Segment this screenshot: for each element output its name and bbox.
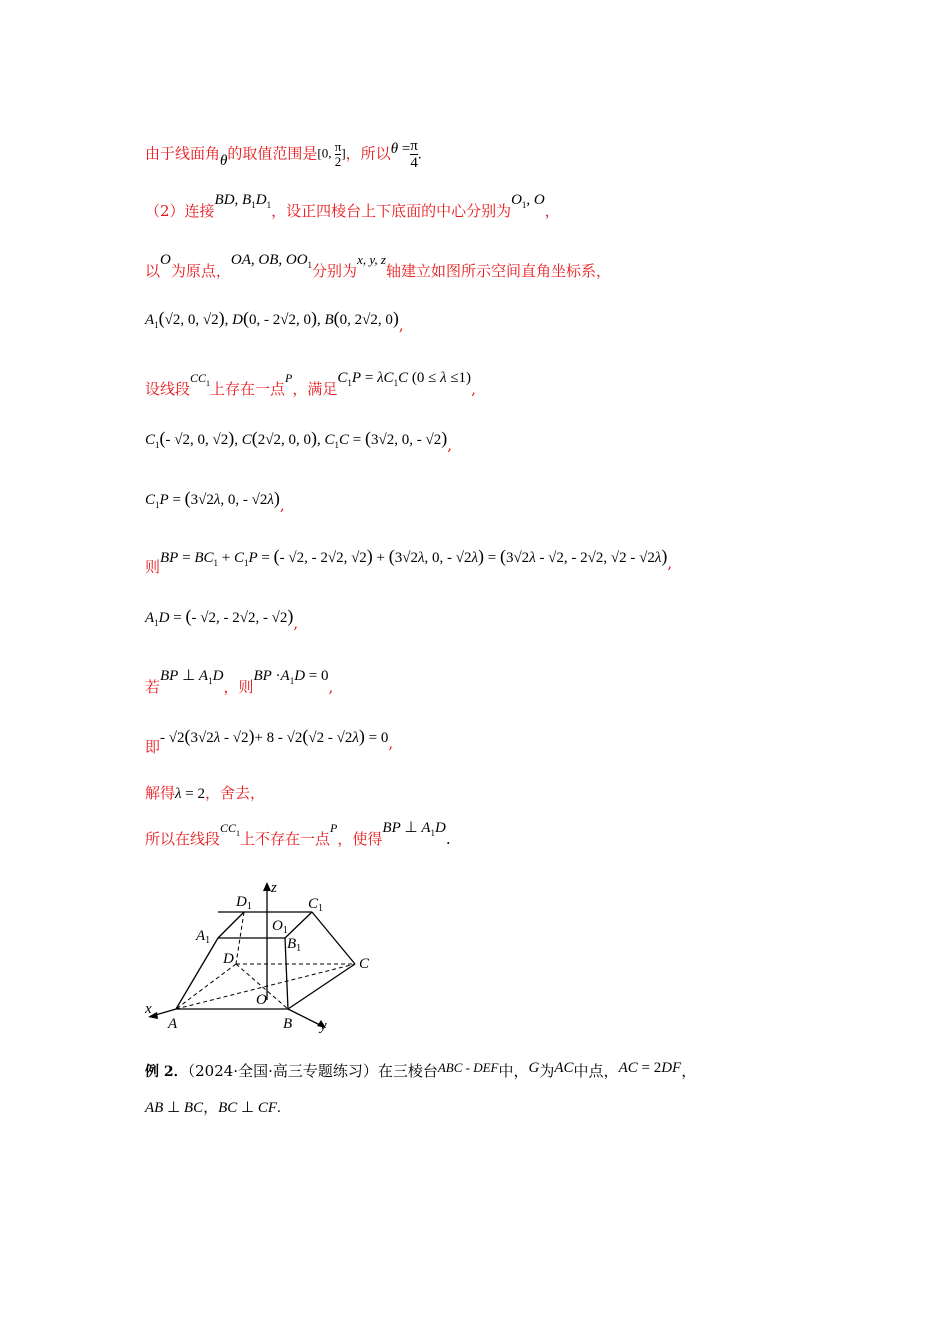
fig-label-B1: $B_1$ (287, 936, 302, 954)
solution-line-3: 以O为原点，OA, OB, $OO_1$分别为x, y, z轴建立如图所示空间直角坐标系， (145, 252, 611, 280)
frustum-figure (140, 878, 380, 1038)
fig-label-A1: $A_1$ (196, 928, 211, 946)
fig-label-O: O (256, 992, 267, 1008)
fig-label-A: A (168, 1016, 178, 1032)
fig-label-O1: $O_1$ (272, 918, 288, 936)
solution-line-2: （2）连接BD, $B_1D_1$，设正四棱台上下底面的中心分别为$O_1$, O， (145, 192, 560, 220)
fig-label-D1: $D_1$ (236, 894, 252, 912)
solution-line-5: 设线段$^{CC}_1$上存在一点$^P$，满足$C_1P = \lambda C_1C$ (0 ≤ λ ≤1), (145, 370, 476, 398)
solution-line-4: $A_1(√2$, 0, √2), D(0, - 2√2, 0), B(0, 2√2, 0), (145, 308, 404, 334)
solution-line-7: $C_1P = (3√2\lambda$, 0, - √2λ), (145, 488, 285, 514)
solution-line-8: 则BP = $BC_1 + C_1P$ = (- √2, - 2√2, √2) + (3√2λ, 0, - √2λ) = (3√2λ - √2, - 2√2, √2 - √2λ), (145, 546, 673, 576)
fig-label-B: B (283, 1016, 293, 1032)
example-2-line-1: 例 2．（2024·全国·高三专题练习）在三棱台ABC - DEF中，G为AC中点，AC = 2DF， (145, 1060, 697, 1080)
solution-line-6: $C_1(-$ √2, 0, √2), C(2√2, 0, 0), $C_1C = (3√2$, 0, - √2), (145, 428, 452, 454)
fig-label-C: C (359, 956, 370, 972)
fig-label-y: y (320, 1018, 327, 1034)
fig-label-C1: $C_1$ (308, 896, 324, 914)
fig-label-z: z (271, 880, 277, 896)
solution-line-11: 即- √2(3√2λ - √2)+ 8 - √2(√2 - √2λ) = 0, (145, 726, 394, 756)
fig-label-D: D (223, 951, 234, 967)
solution-line-1: 由于线面角θ的取值范围是[0, $\frac{\pi}{2}$ ]，所以θ = $\frac{\pi}{4}$ . (145, 138, 422, 171)
solution-line-9: $A_1D$ = (- √2, - 2√2, - √2), (145, 606, 299, 632)
solution-line-13: 所以在线段$^{CC}_1$上不存在一点$^P$，使得BP ⊥ $A_1D$. (145, 820, 451, 848)
solution-line-12: 解得λ = 2，舍去， (145, 784, 265, 802)
solution-line-10: 若BP ⊥ $A_1D$，则BP $\cdot A_1D = 0$, (145, 668, 334, 696)
example-2-line-2: AB ⊥ BC，BC ⊥ CF. (145, 1098, 281, 1116)
fig-label-x: x (145, 1001, 152, 1017)
